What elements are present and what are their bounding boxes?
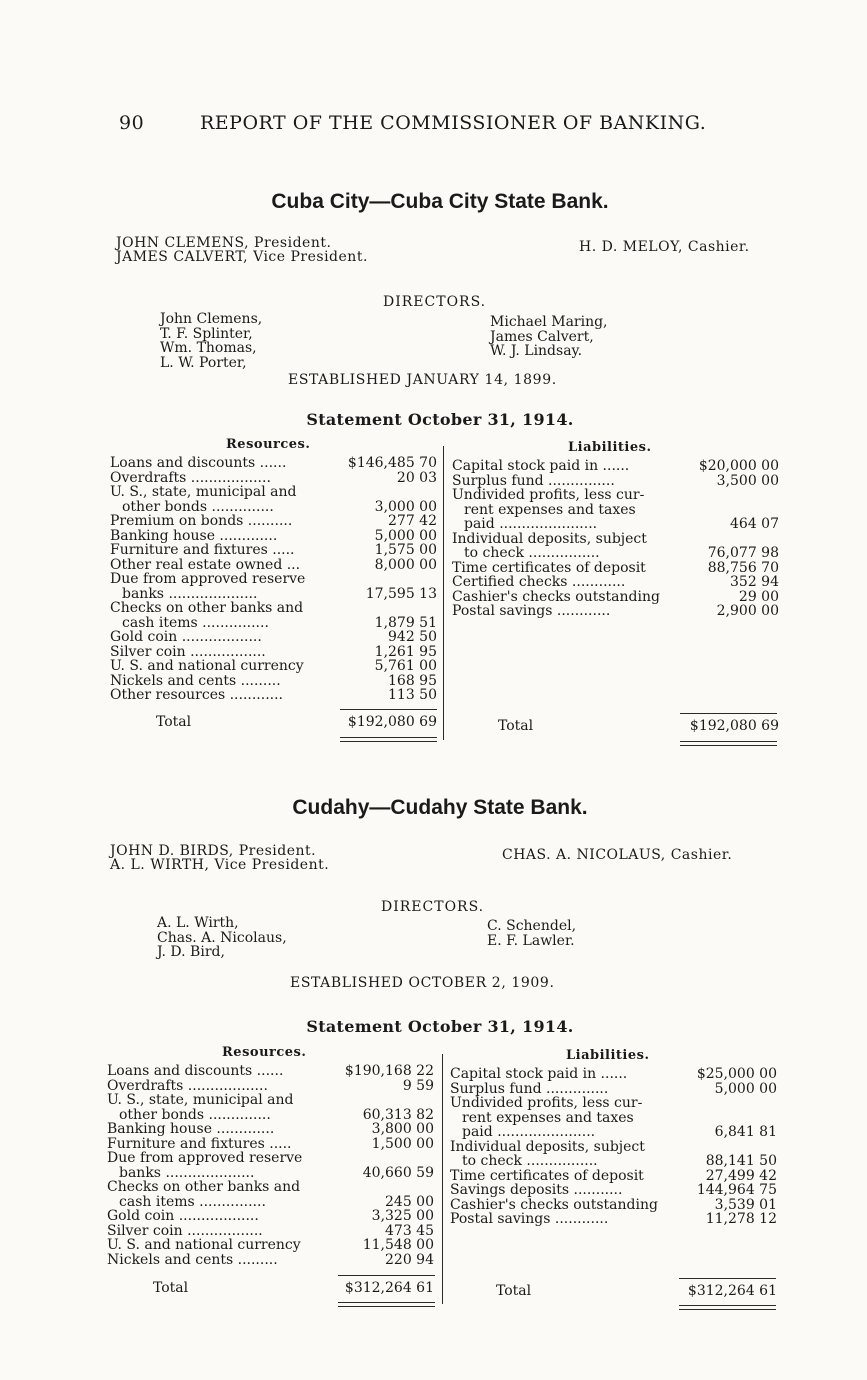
liabilities-heading: Liabilities.: [568, 440, 652, 455]
column-divider: [443, 446, 444, 740]
officer-president: JOHN D. BIRDS, President.: [110, 843, 317, 859]
total-label: Total: [156, 714, 192, 730]
director-name: John Clemens,: [160, 311, 263, 327]
total-label: Total: [496, 1283, 532, 1299]
resource-row: Due from approved reserve: [107, 1151, 303, 1166]
liability-row: Postal savings ............ 2,900 00: [452, 603, 779, 619]
liability-row: Time certificates of deposit 88,756 70: [452, 559, 779, 576]
resource-row: Nickels and cents ......... 220 94: [107, 1251, 434, 1268]
liabilities-total-row: [498, 718, 779, 734]
total-amount: $192,080 69: [689, 718, 779, 734]
directors-heading: DIRECTORS.: [381, 899, 485, 915]
resource-row: Silver coin ................. 473 45: [107, 1222, 434, 1239]
resource-row: Loans and discounts ...... $146,485 70: [110, 455, 437, 471]
page-number: 90: [119, 112, 145, 134]
liability-row: to check ................ 88,141 50: [462, 1153, 777, 1169]
director-name: Chas. A. Nicolaus,: [157, 929, 287, 946]
officers-left: [116, 236, 368, 264]
director-name: L. W. Porter,: [160, 354, 247, 371]
resources-total-row: [156, 714, 437, 730]
resource-row: Silver coin ................. 1,261 95: [110, 643, 437, 660]
statement-title: Statement October 31, 1914.: [306, 1017, 574, 1036]
liability-row: Cashier's checks outstanding 3,539 01: [450, 1196, 777, 1213]
liabilities-table: [452, 459, 779, 619]
double-rule-resources: [340, 737, 437, 738]
double-rule-liabilities: [680, 745, 777, 746]
resource-row: U. S. and national currency 5,761 00: [110, 658, 437, 674]
liability-row: to check ................ 76,077 98: [464, 545, 779, 561]
total-amount: $312,264 61: [344, 1280, 434, 1296]
running-title: REPORT OF THE COMMISSIONER OF BANKING.: [200, 112, 707, 134]
total-rule-liabilities: [679, 1278, 776, 1279]
directors-left-list: [157, 916, 287, 960]
double-rule-liabilities: [679, 1309, 776, 1310]
double-rule-liabilities: [680, 741, 777, 742]
total-amount: $312,264 61: [687, 1283, 777, 1299]
resource-row: U. S. and national currency 11,548 00: [107, 1237, 434, 1253]
director-name: A. L. Wirth,: [157, 915, 239, 931]
double-rule-resources: [338, 1306, 435, 1307]
total-rule-liabilities: [680, 713, 777, 714]
resource-row: Overdrafts .................. 9 59: [107, 1077, 434, 1094]
resources-total-row: [153, 1280, 434, 1296]
director-name: J. D. Bird,: [157, 944, 225, 960]
director-name: Wm. Thomas,: [160, 340, 257, 356]
liabilities-total-row: [496, 1283, 777, 1299]
resource-row: banks .................... 17,595 13: [122, 585, 437, 602]
resource-row: cash items ............... 245 00: [119, 1193, 434, 1210]
total-label: Total: [153, 1280, 189, 1296]
resources-table: [107, 1064, 434, 1267]
director-name: James Calvert,: [490, 328, 594, 345]
liability-row: Surplus fund ............... 3,500 00: [452, 472, 779, 489]
resource-row: U. S., state, municipal and: [107, 1093, 294, 1108]
director-name: W. J. Lindsay.: [490, 343, 583, 359]
liability-row: Undivided profits, less cur-: [450, 1096, 643, 1111]
double-rule-resources: [338, 1302, 435, 1303]
liability-row: paid ...................... 6,841 81: [462, 1124, 777, 1140]
officer-vice-president: A. L. WIRTH, Vice President.: [110, 857, 330, 873]
bank-title: Cudahy—Cudahy State Bank.: [292, 796, 588, 819]
officer-cashier: CHAS. A. NICOLAUS, Cashier.: [502, 847, 733, 863]
director-name: C. Schendel,: [487, 918, 577, 934]
resource-row: cash items ............... 1,879 51: [122, 614, 437, 631]
liability-row: Capital stock paid in ...... $25,000 00: [450, 1066, 777, 1082]
established-date: ESTABLISHED JANUARY 14, 1899.: [288, 372, 557, 388]
column-divider: [442, 1054, 443, 1304]
liabilities-table: [450, 1067, 777, 1227]
director-name: Michael Maring,: [490, 314, 608, 330]
resources-heading: Resources.: [222, 1045, 307, 1060]
officer-vice-president: JAMES CALVERT, Vice President.: [116, 249, 368, 265]
statement-title: Statement October 31, 1914.: [306, 410, 574, 429]
liability-row: Time certificates of deposit 27,499 42: [450, 1167, 777, 1184]
director-name: E. F. Lawler.: [487, 932, 575, 949]
total-amount: $192,080 69: [347, 714, 437, 730]
resource-row: Overdrafts .................. 20 03: [110, 469, 437, 486]
resource-row: Premium on bonds .......... 277 42: [110, 513, 437, 529]
director-name: T. F. Splinter,: [160, 325, 253, 342]
resource-row: Furniture and fixtures ..... 1,575 00: [110, 542, 437, 558]
liability-row: Cashier's checks outstanding 29 00: [452, 588, 779, 605]
officer-cashier: H. D. MELOY, Cashier.: [579, 239, 750, 255]
double-rule-resources: [340, 741, 437, 742]
liability-row: rent expenses and taxes: [462, 1110, 634, 1125]
total-label: Total: [498, 718, 534, 734]
officers-left: [110, 844, 329, 872]
liability-row: Capital stock paid in ...... $20,000 00: [452, 458, 779, 474]
resource-row: Checks on other banks and: [107, 1180, 301, 1195]
officer-president: JOHN CLEMENS, President.: [116, 235, 332, 251]
directors-left-list: [160, 312, 262, 370]
liability-row: rent expenses and taxes: [464, 502, 636, 517]
resources-heading: Resources.: [226, 437, 311, 452]
resource-row: Banking house ............. 5,000 00: [110, 527, 437, 544]
liability-row: Individual deposits, subject: [452, 531, 647, 546]
established-date: ESTABLISHED OCTOBER 2, 1909.: [290, 975, 555, 991]
resource-row: Gold coin .................. 3,325 00: [107, 1208, 434, 1224]
resource-row: banks .................... 40,660 59: [119, 1164, 434, 1181]
directors-right-list: [487, 919, 576, 948]
liability-row: Savings deposits ........... 144,964 75: [450, 1182, 777, 1198]
resource-row: Due from approved reserve: [110, 572, 306, 587]
resource-row: Nickels and cents ......... 168 95: [110, 672, 437, 689]
resource-row: other bonds .............. 3,000 00: [122, 498, 437, 515]
directors-right-list: [490, 315, 608, 359]
resource-row: Loans and discounts ...... $190,168 22: [107, 1063, 434, 1079]
resource-row: Checks on other banks and: [110, 601, 304, 616]
resource-row: other bonds .............. 60,313 82: [119, 1106, 434, 1123]
resource-row: Gold coin .................. 942 50: [110, 629, 437, 645]
liability-row: Postal savings ............ 11,278 12: [450, 1211, 777, 1227]
liability-row: paid ...................... 464 07: [464, 516, 779, 532]
resource-row: Furniture and fixtures ..... 1,500 00: [107, 1135, 434, 1152]
liabilities-heading: Liabilities.: [566, 1048, 650, 1063]
liability-row: Undivided profits, less cur-: [452, 488, 645, 503]
total-rule-resources: [340, 709, 437, 710]
resource-row: U. S., state, municipal and: [110, 485, 297, 500]
double-rule-liabilities: [679, 1305, 776, 1306]
liability-row: Individual deposits, subject: [450, 1139, 645, 1154]
total-rule-resources: [338, 1275, 435, 1276]
liability-row: Certified checks ............ 352 94: [452, 574, 779, 590]
resource-row: Other real estate owned ... 8,000 00: [110, 556, 437, 573]
resource-row: Other resources ............ 113 50: [110, 687, 437, 703]
liability-row: Surplus fund .............. 5,000 00: [450, 1080, 777, 1097]
bank-title: Cuba City—Cuba City State Bank.: [271, 190, 609, 213]
directors-heading: DIRECTORS.: [383, 294, 487, 310]
resources-table: [110, 456, 437, 703]
resource-row: Banking house ............. 3,800 00: [107, 1121, 434, 1137]
